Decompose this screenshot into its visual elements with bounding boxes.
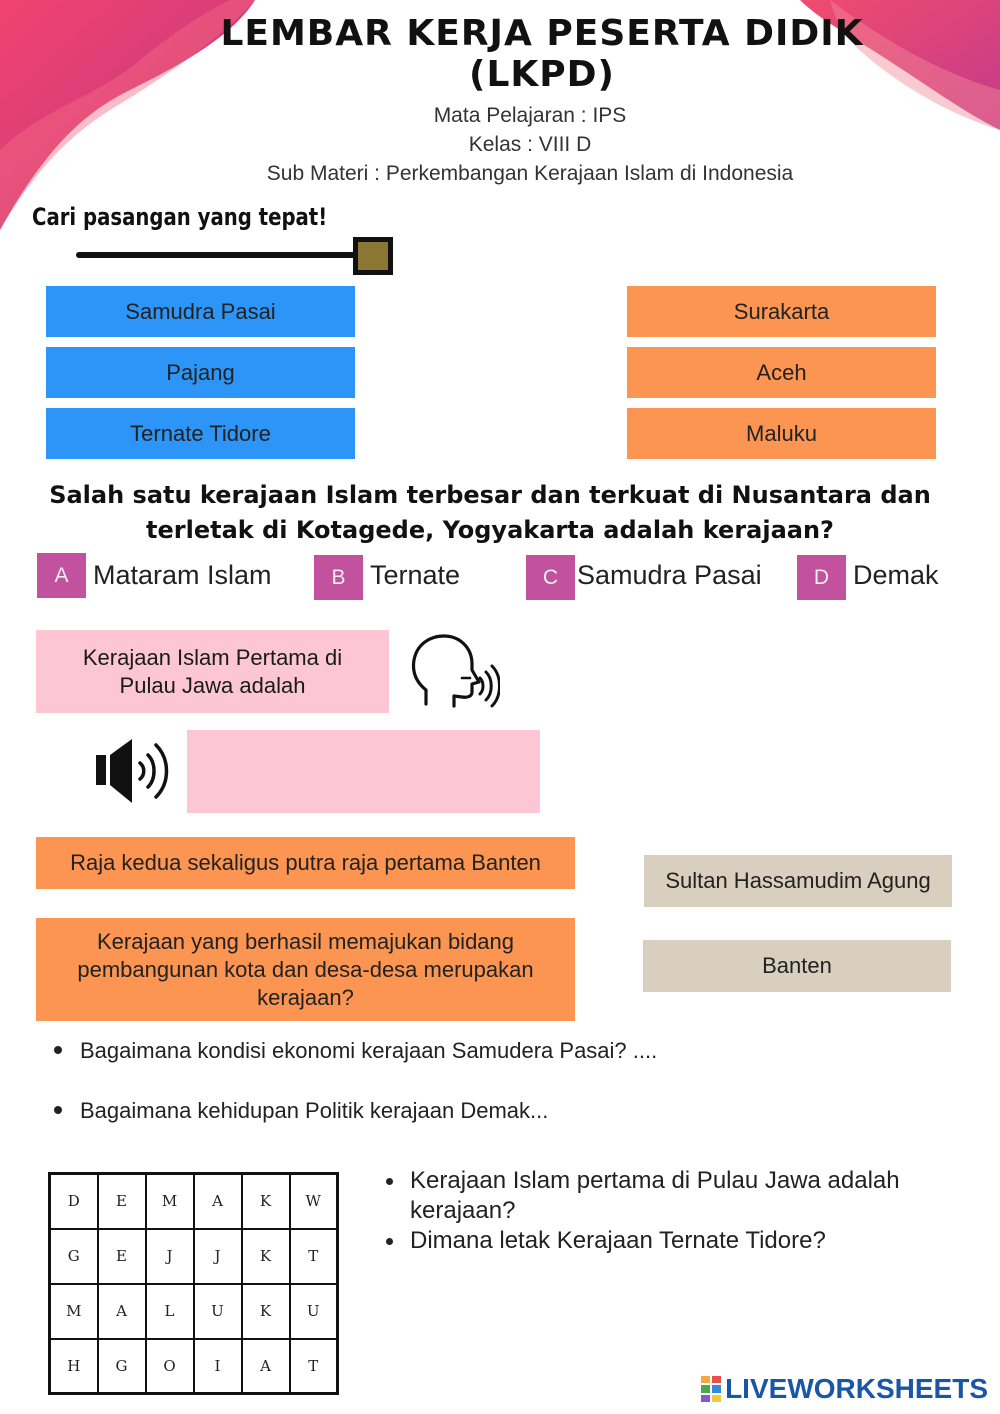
sub-topic-label: Sub Materi : Perkembangan Kerajaan Islam di Indonesia [266, 162, 794, 185]
word-search-clues [384, 1166, 964, 1256]
grid-cell[interactable]: G [50, 1229, 98, 1284]
subject-label: Mata Pelajaran : IPS [433, 104, 627, 127]
grid-cell[interactable]: D [50, 1174, 98, 1229]
drag-question-1-text: Raja kedua sekaligus putra raja pertama Banten [70, 850, 541, 875]
grid-cell[interactable]: K [242, 1174, 290, 1229]
clue-item-2 [384, 1226, 964, 1256]
option-a-text[interactable]: Mataram Islam [93, 560, 272, 590]
drag-question-1[interactable] [36, 837, 575, 889]
slider-track [76, 252, 366, 258]
match-left-item-2[interactable]: Pajang [46, 347, 355, 398]
match-right-item-2[interactable]: Aceh [627, 347, 936, 398]
clue-item-1-text: Kerajaan Islam pertama di Pulau Jawa adalah kerajaan? [410, 1167, 900, 1224]
worksheet-title: LEMBAR KERJA PESERTA DIDIK [220, 13, 864, 54]
essay-item-1-text: Bagaimana kondisi ekonomi kerajaan Samudera Pasai? .... [80, 1038, 658, 1063]
grid-row [50, 1339, 338, 1394]
grid-row [50, 1229, 338, 1284]
option-a-button[interactable]: A [37, 553, 86, 598]
grid-cell[interactable]: G [98, 1339, 146, 1394]
grid-cell[interactable]: U [290, 1284, 338, 1339]
grid-cell[interactable]: M [50, 1284, 98, 1339]
essay-item-1[interactable] [54, 1038, 657, 1064]
mc-question-line-2: terletak di Kotagede, Yogyakarta adalah kerajaan? [146, 516, 834, 544]
clue-item-2-text: Dimana letak Kerajaan Ternate Tidore? [410, 1227, 826, 1254]
bullet-dot [386, 1238, 393, 1245]
match-left-item-1[interactable]: Samudra Pasai [46, 286, 355, 337]
clue-item-1 [384, 1166, 964, 1226]
grid-cell[interactable]: A [242, 1339, 290, 1394]
word-search-grid [48, 1172, 339, 1395]
class-label: Kelas : VIII D [468, 133, 592, 156]
match-left-item-3[interactable]: Ternate Tidore [46, 408, 355, 459]
liveworksheets-mark-icon [701, 1376, 721, 1402]
grid-cell[interactable]: U [194, 1284, 242, 1339]
option-c-text[interactable]: Samudra Pasai [577, 560, 762, 590]
option-b-button[interactable]: B [314, 555, 363, 600]
speaking-question-box [36, 630, 389, 713]
bullet-dot [54, 1046, 62, 1054]
grid-cell[interactable]: M [146, 1174, 194, 1229]
grid-row [50, 1174, 338, 1229]
option-c-button[interactable]: C [526, 555, 575, 600]
grid-cell[interactable]: A [98, 1284, 146, 1339]
grid-cell[interactable]: H [50, 1339, 98, 1394]
grid-cell[interactable]: A [194, 1174, 242, 1229]
grid-cell[interactable]: J [194, 1229, 242, 1284]
bullet-dot [386, 1178, 393, 1185]
grid-row [50, 1284, 338, 1339]
speaking-answer-field[interactable] [187, 730, 540, 813]
grid-cell[interactable]: K [242, 1284, 290, 1339]
drag-question-2[interactable] [36, 918, 575, 1021]
grid-cell[interactable]: I [194, 1339, 242, 1394]
option-d-button[interactable]: D [797, 555, 846, 600]
slider-handle[interactable] [353, 237, 393, 275]
liveworksheets-logo[interactable] [701, 1373, 988, 1405]
matching-instruction: Cari pasangan yang tepat! [32, 203, 328, 231]
bullet-dot [54, 1106, 62, 1114]
liveworksheets-brand: LIVEWORKSHEETS [725, 1373, 988, 1404]
grid-cell[interactable]: E [98, 1229, 146, 1284]
drag-question-2-text: Kerajaan yang berhasil memajukan bidang pembangunan kota dan desa-desa merupakan kerajaan? [77, 928, 534, 1010]
speaking-question-text: Kerajaan Islam Pertama di Pulau Jawa adalah [82, 644, 343, 698]
grid-cell[interactable]: L [146, 1284, 194, 1339]
worksheet-title-abbrev: (LKPD) [468, 54, 615, 95]
essay-item-2-text: Bagaimana kehidupan Politik kerajaan Demak... [80, 1098, 549, 1123]
mc-question-line-1: Salah satu kerajaan Islam terbesar dan terkuat di Nusantara dan [49, 481, 931, 509]
speaker-icon[interactable] [94, 735, 176, 807]
grid-cell[interactable]: E [98, 1174, 146, 1229]
option-d-text[interactable]: Demak [853, 560, 939, 590]
drag-answer-1[interactable]: Sultan Hassamudim Agung [644, 855, 952, 907]
mc-question [20, 478, 960, 548]
match-right-item-1[interactable]: Surakarta [627, 286, 936, 337]
grid-cell[interactable]: W [290, 1174, 338, 1229]
grid-cell[interactable]: O [146, 1339, 194, 1394]
drag-answer-2[interactable]: Banten [643, 940, 951, 992]
match-right-item-3[interactable]: Maluku [627, 408, 936, 459]
option-b-text[interactable]: Ternate [370, 560, 461, 590]
grid-cell[interactable]: T [290, 1229, 338, 1284]
essay-item-2[interactable] [54, 1098, 548, 1124]
grid-cell[interactable]: T [290, 1339, 338, 1394]
speaking-head-icon[interactable] [408, 632, 500, 716]
grid-cell[interactable]: J [146, 1229, 194, 1284]
grid-cell[interactable]: K [242, 1229, 290, 1284]
